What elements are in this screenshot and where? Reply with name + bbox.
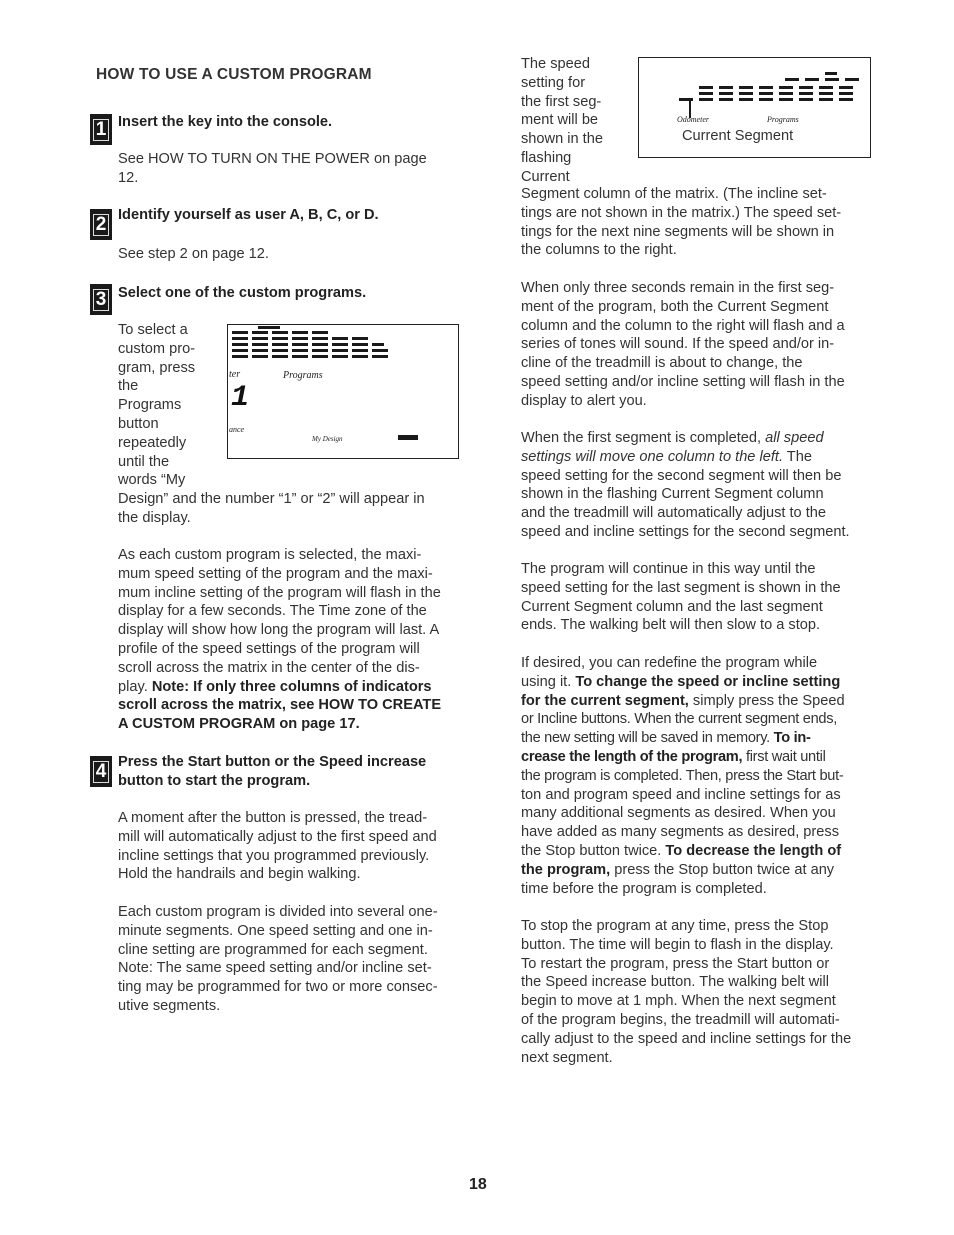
program-number-digit: 1	[231, 381, 250, 415]
step-2-heading: Identify yourself as user A, B, C, or D.	[118, 207, 379, 223]
step-3-continued: Design” and the number “1” or “2” will appear in the display.	[118, 491, 425, 526]
display-label-programs-right: Programs	[767, 115, 799, 124]
speed-side-text: The speed setting for the first seg- ment will be shown in the flashing Current	[521, 56, 603, 185]
speed-continued: Segment column of the matrix. (The incline set- tings are not shown in the matrix.) The speed set- tings for the next nine segments will be shown in the columns to the right.	[521, 186, 842, 259]
paragraph-three-seconds: When only three seconds remain in the first seg- ment of the program, both the Current Segment column and the column to the right will flash and a series of tones will sound. If the speed and/or in- cline of the treadmill is about to change, the speed setting and/or incline setting will flash in the display to alert you.	[521, 280, 845, 409]
step-4-heading: Press the Start button or the Speed increase button to start the program.	[118, 754, 427, 789]
display-label-odometer: Odometer	[677, 115, 709, 124]
section-title: HOW TO USE A CUSTOM PROGRAM	[96, 66, 372, 83]
display-label-programs: Programs	[283, 370, 323, 381]
step-number-1: 1	[90, 114, 112, 145]
paragraph-stop-program: To stop the program at any time, press the Stop button. The time will begin to flash in the display. To restart the program, press the Start button or the Speed increase button. The walking belt will begin to move at 1 mph. When the next segment of the program begins, the treadmill will automati- cally adjust to the speed and incline settings for the next segment.	[521, 918, 852, 1066]
display-label-my-design: My Design	[312, 435, 343, 443]
step-1-body: See HOW TO TURN ON THE POWER on page 12.	[118, 151, 427, 186]
paragraph-program-continue: The program will continue in this way until the speed setting for the last segment is shown in the Current Segment column and the last segment ends. The walking belt will then slow to a stop.	[521, 561, 841, 634]
paragraph-redefine-program: If desired, you can redefine the program while using it. To change the speed or incline setting for the current segment, simply press the Speed or Incline buttons. When the current segment ends, the new setting will be saved in memory. To in- crease the length of the program, first wait until the program is completed. Then, press the Start but- ton and program speed and incline settings for as many additional segments as desired. When you have added as many segments as desired, press the Stop button twice. To decrease the length of the program, press the Stop button twice at any time before the program is completed.	[521, 655, 845, 897]
step-4-paragraph-2: Each custom program is divided into several one- minute segments. One speed setting and one in- cline setting are programmed for each segment. Note: The same speed setting and/or incline set- ting may be programmed for two or more consec- utive segments.	[118, 904, 438, 1014]
step-3-heading: Select one of the custom programs.	[118, 285, 367, 301]
display-label-distance: ance	[229, 425, 245, 434]
step-4-paragraph-1: A moment after the button is pressed, the tread- mill will automatically adjust to the first speed and incline settings that you programmed previously. Hold the handrails and begin walking.	[118, 810, 437, 883]
current-segment-caption: Current Segment	[682, 128, 794, 144]
step-2-body: See step 2 on page 12.	[118, 246, 269, 262]
step-number-4: 4	[90, 756, 112, 787]
step-number-3: 3	[90, 284, 112, 315]
page-number: 18	[469, 1176, 487, 1193]
step-3-side-text: To select a custom pro- gram, press the Programs button repeatedly until the words “My	[118, 322, 196, 489]
step-number-2: 2	[90, 209, 112, 240]
console-display-programs	[227, 324, 459, 459]
display-label-left: ter	[229, 369, 241, 380]
paragraph-first-segment-completed: When the first segment is completed, all speed settings will move one column to the left. The speed setting for the second segment will then be shown in the flashing Current Segment column and the treadmill will automatically adjust to the speed and incline settings for the second segment.	[521, 430, 850, 540]
console-display-current-segment	[638, 57, 871, 158]
segment-matrix-graphic	[639, 58, 869, 118]
step-1-heading: Insert the key into the console.	[118, 114, 333, 130]
paragraph-program-profile: As each custom program is selected, the maxi- mum speed setting of the program and the maxi- mum incline setting of the program will flash in the display for a few seconds. The Time zone of the display will show how long the program will last. A profile of the speed settings of the program will scroll across the matrix in the center of the dis- play. Note: If only three columns of indicators scroll across the matrix, see HOW TO CREATE A CUSTOM PROGRAM on page 17.	[118, 547, 442, 733]
